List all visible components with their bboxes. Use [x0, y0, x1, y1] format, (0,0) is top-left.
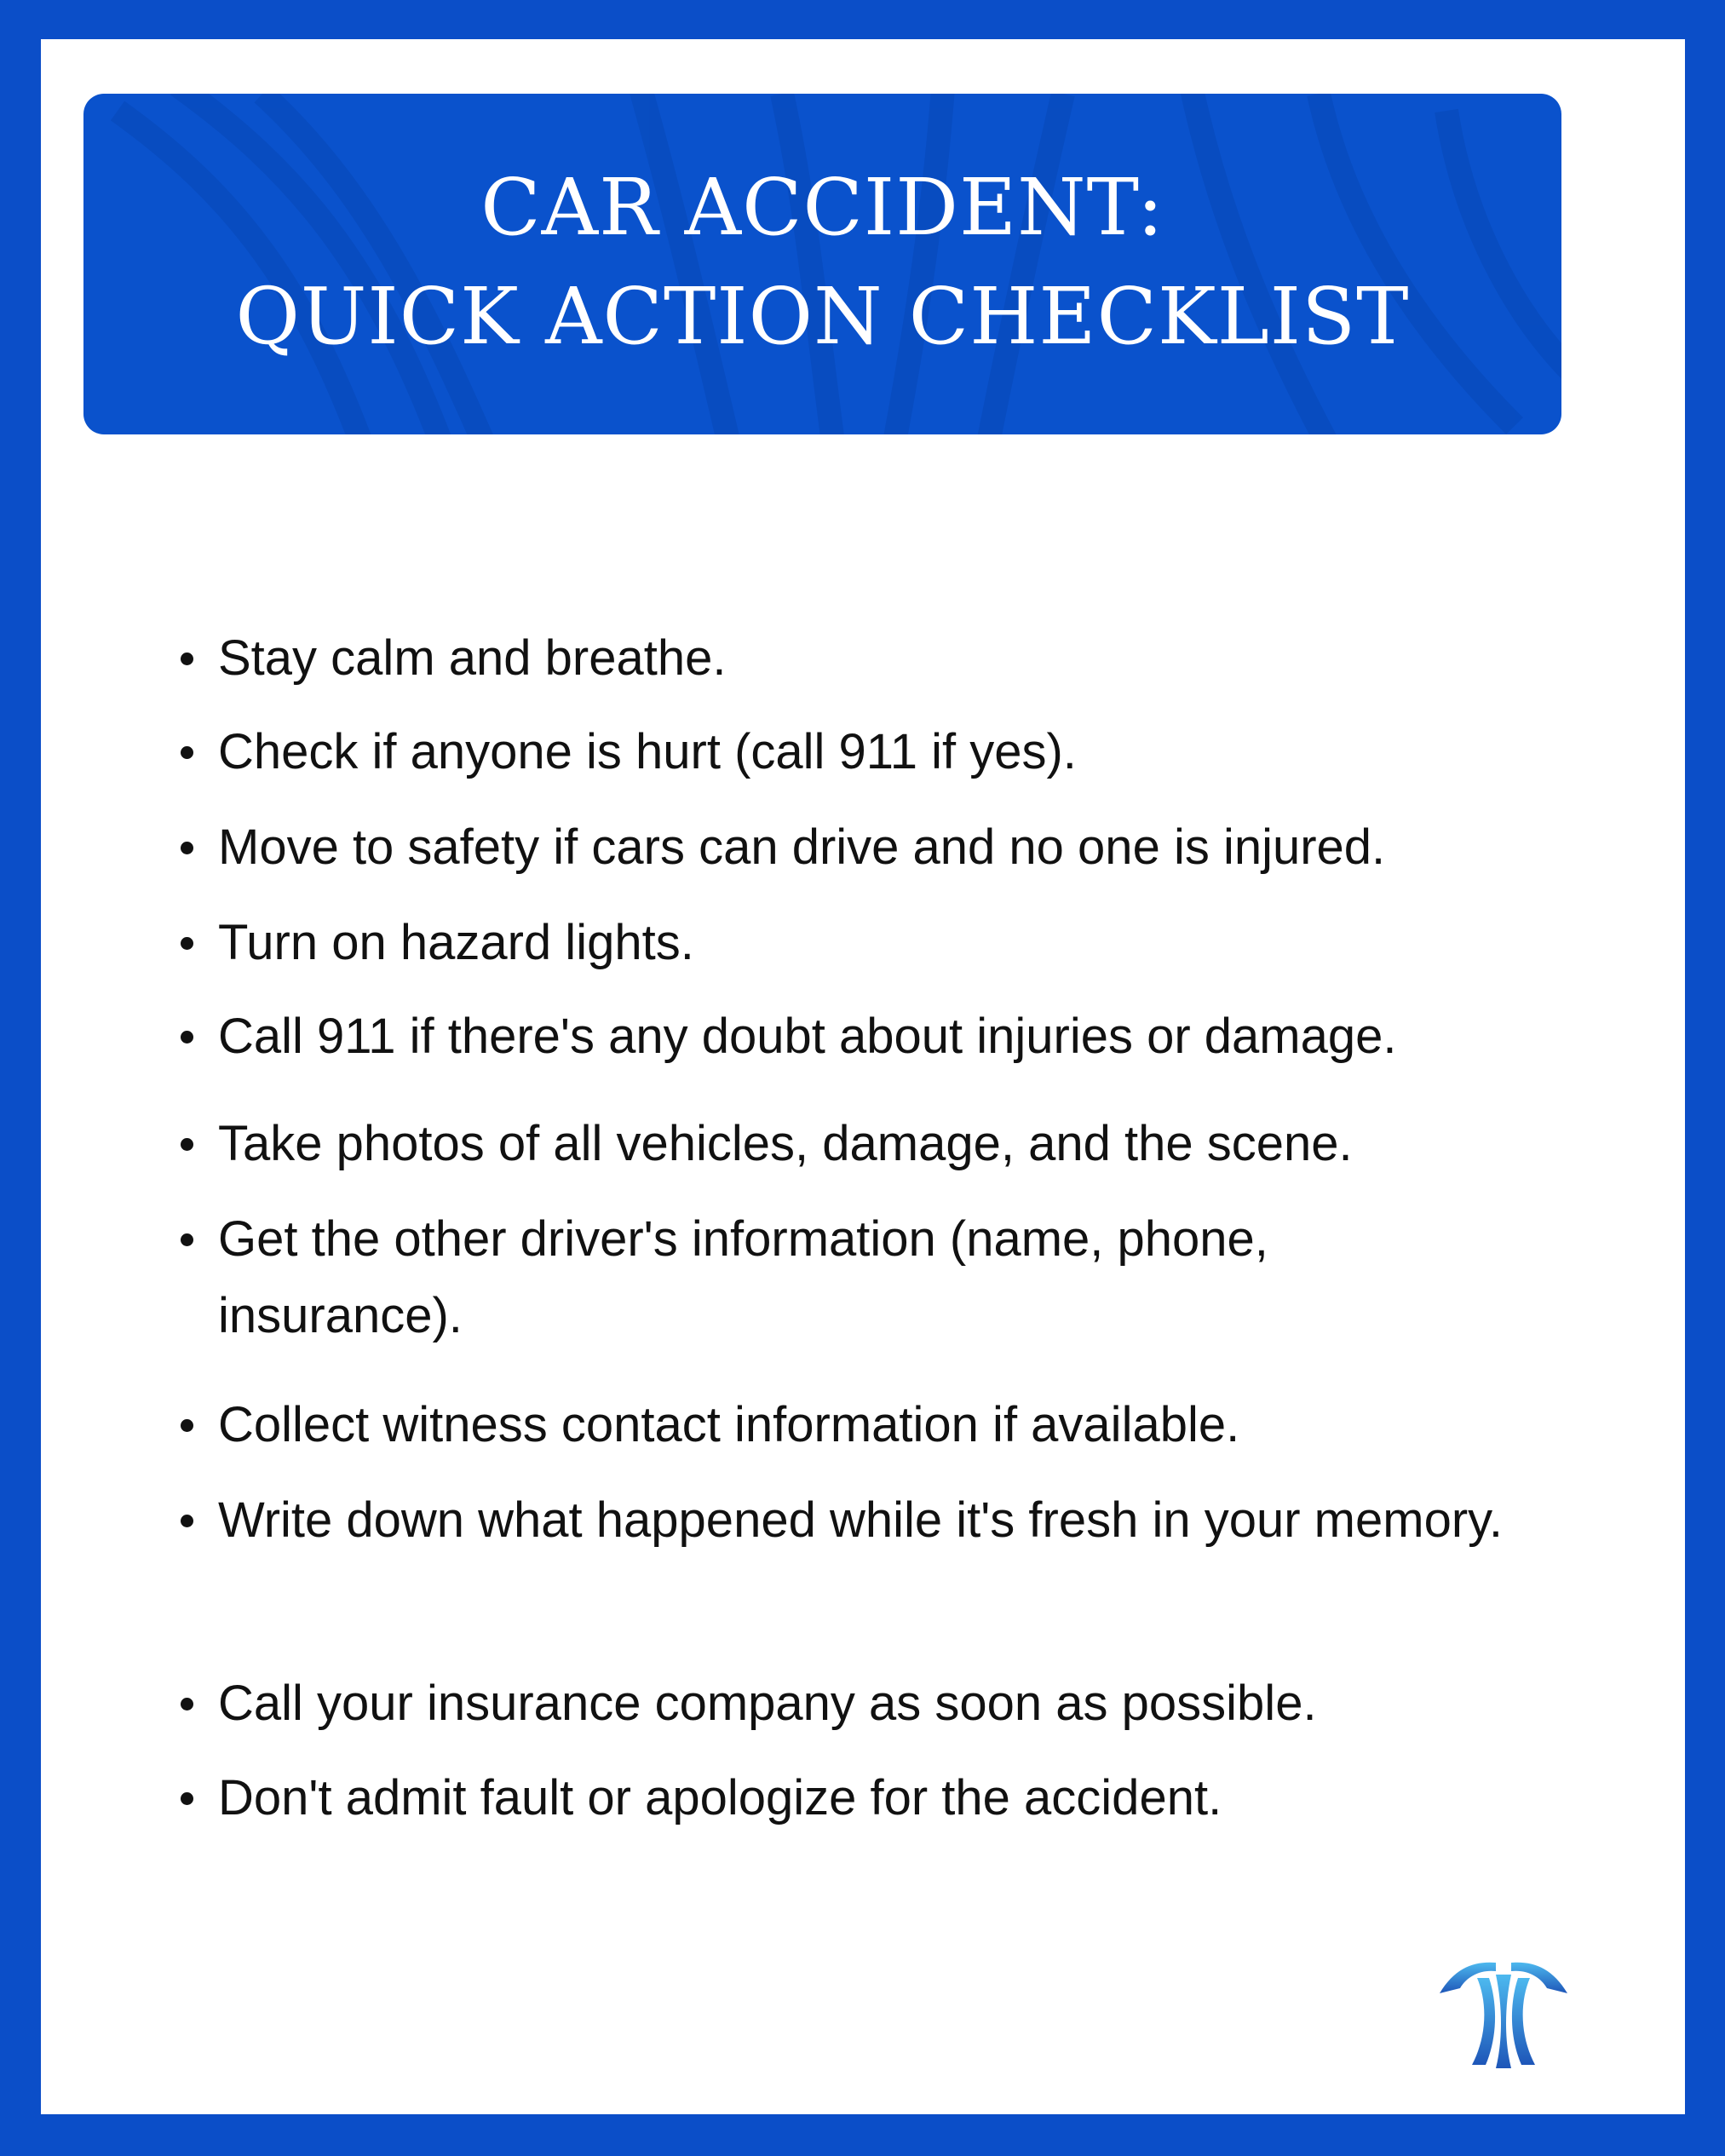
- checklist-item-text: Call your insurance company as soon as possible.: [218, 1676, 1317, 1731]
- bullet-icon: [181, 1138, 193, 1151]
- checklist-item-text: Get the other driver's information (name, phone, insurance).: [218, 1211, 1268, 1343]
- bullet-icon: [181, 1515, 193, 1527]
- checklist-item-text: Don't admit fault or apologize for the accident.: [218, 1770, 1222, 1825]
- checklist-item-text: Take photos of all vehicles, damage, and the scene.: [218, 1116, 1353, 1171]
- stylized-columns-logo-icon: [1440, 1959, 1567, 2070]
- page-title-line-2: QUICK ACTION CHECKLIST: [235, 271, 1410, 362]
- checklist-item-text: Call 911 if there's any doubt about injuries or damage.: [218, 1009, 1397, 1064]
- bullet-icon: [181, 842, 193, 854]
- bullet-icon: [181, 1031, 193, 1044]
- checklist-item-text: Check if anyone is hurt (call 911 if yes).: [218, 724, 1077, 779]
- title-banner: [83, 94, 1561, 434]
- bullet-icon: [181, 1792, 193, 1805]
- checklist-item-text: Turn on hazard lights.: [218, 915, 694, 970]
- page-title-line-1: CAR ACCIDENT:: [480, 162, 1164, 253]
- bullet-icon: [181, 937, 193, 950]
- checklist-item-text: Write down what happened while it's fresh in your memory.: [218, 1492, 1503, 1548]
- bullet-icon: [181, 1419, 193, 1432]
- checklist-item-text: Collect witness contact information if available.: [218, 1397, 1240, 1452]
- bullet-icon: [181, 746, 193, 759]
- page-title: [83, 153, 1561, 371]
- bullet-icon: [181, 653, 193, 665]
- checklist-item-text: Stay calm and breathe.: [218, 630, 727, 686]
- checklist-item-text: Move to safety if cars can drive and no one is injured.: [218, 819, 1386, 875]
- bullet-icon: [181, 1233, 193, 1246]
- bullet-icon: [181, 1698, 193, 1710]
